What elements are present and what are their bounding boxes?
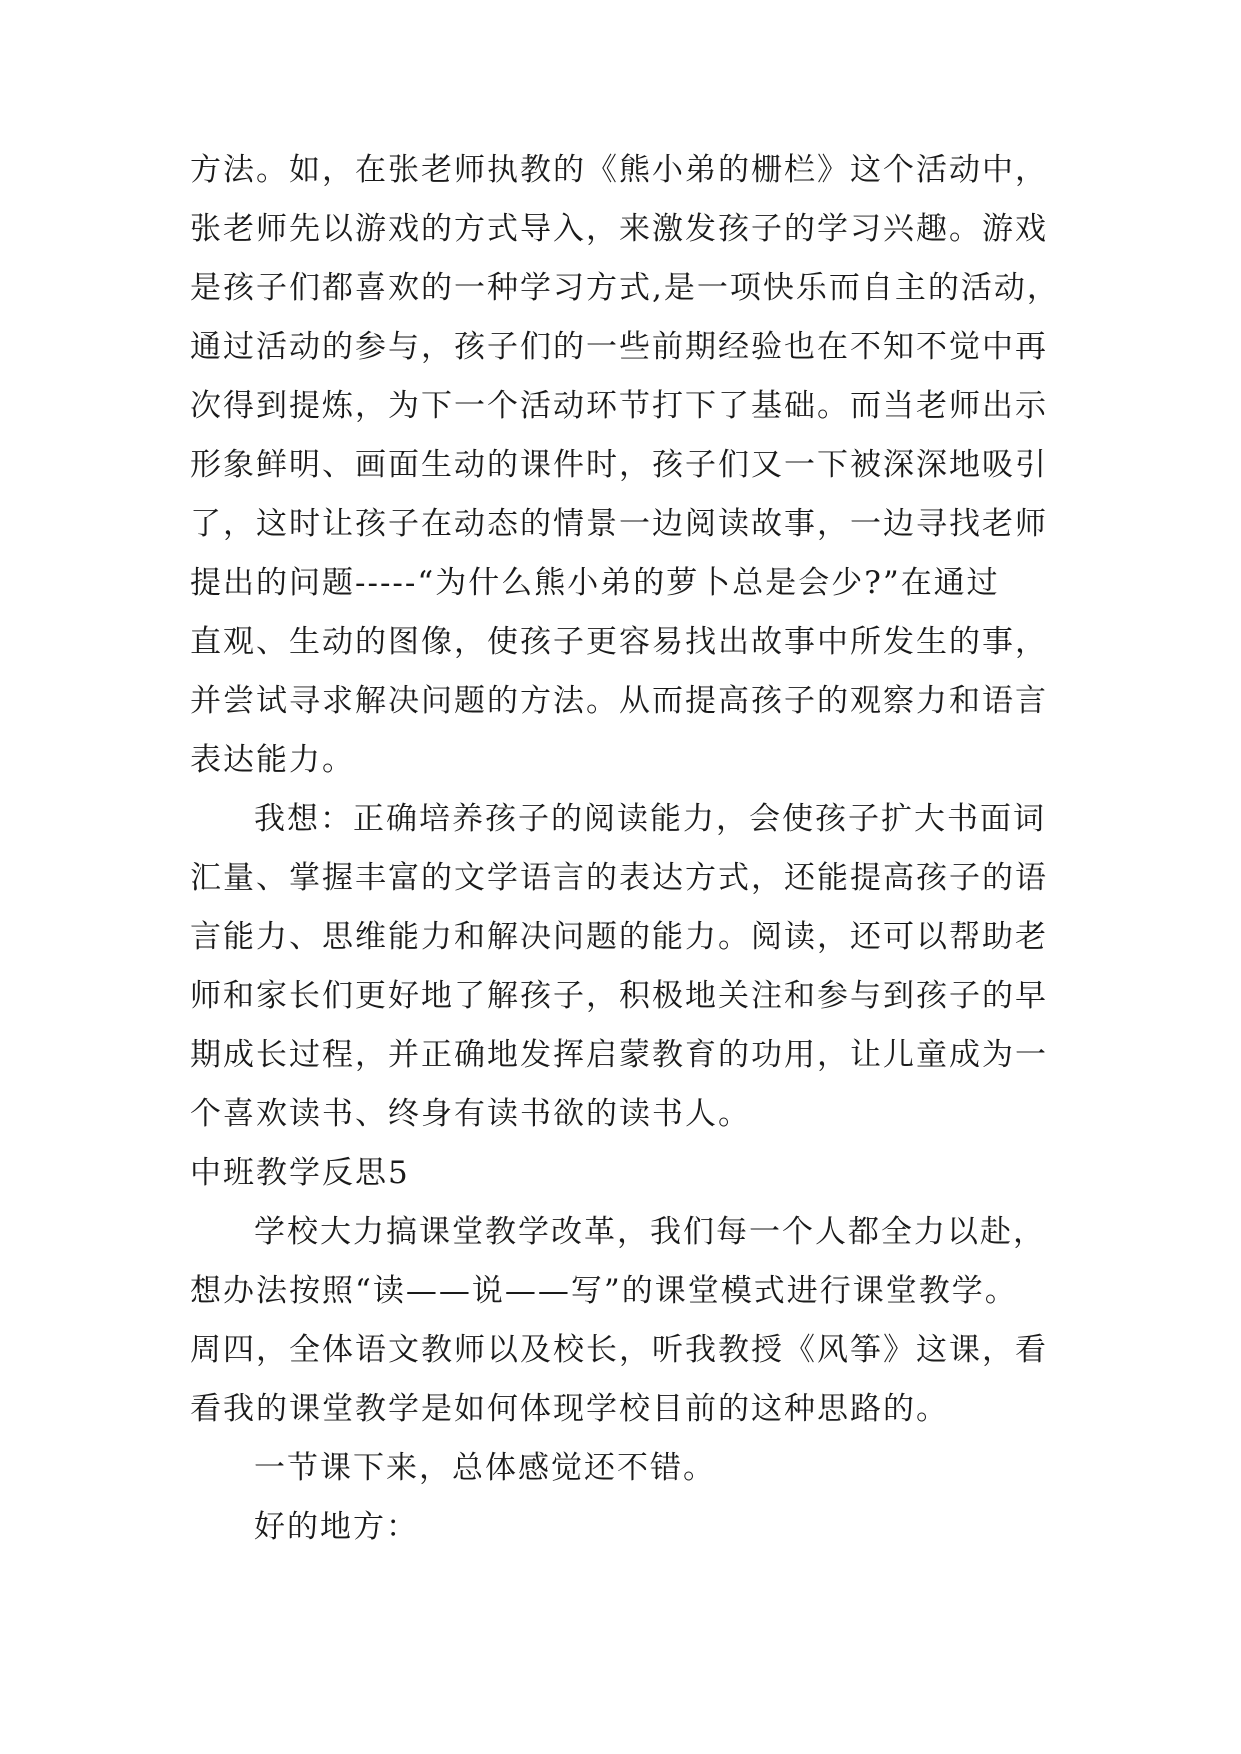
text-line: 期成长过程，并正确地发挥启蒙教育的功用，让儿童成为一	[190, 1037, 1048, 1073]
paragraph-start-line: 我想：正确培养孩子的阅读能力，会使孩子扩大书面词	[254, 801, 1046, 837]
text-line: 是孩子们都喜欢的一种学习方式,是一项快乐而自主的活动，	[190, 270, 1060, 306]
text-line: 想办法按照“读——说——写”的课堂模式进行课堂教学。	[190, 1273, 1018, 1309]
paragraph-start-line: 一节课下来，总体感觉还不错。	[254, 1450, 716, 1486]
text-line: 看我的课堂教学是如何体现学校目前的这种思路的。	[190, 1391, 949, 1427]
text-line: 形象鲜明、画面生动的课件时，孩子们又一下被深深地吸引	[190, 447, 1048, 483]
text-line: 汇量、掌握丰富的文学语言的表达方式，还能提高孩子的语	[190, 860, 1048, 896]
text-line: 表达能力。	[190, 742, 355, 778]
text-line: 周四，全体语文教师以及校长，听我教授《风筝》这课，看	[190, 1332, 1048, 1368]
paragraph-start-line: 好的地方：	[254, 1509, 419, 1545]
text-line: 张老师先以游戏的方式导入，来激发孩子的学习兴趣。游戏	[190, 211, 1048, 247]
text-line: 言能力、思维能力和解决问题的能力。阅读，还可以帮助老	[190, 919, 1048, 955]
text-line: 提出的问题-----“为什么熊小弟的萝卜总是会少?”在通过	[190, 565, 1000, 601]
text-line: 次得到提炼，为下一个活动环节打下了基础。而当老师出示	[190, 388, 1048, 424]
text-line: 师和家长们更好地了解孩子，积极地关注和参与到孩子的早	[190, 978, 1048, 1014]
paragraph-start-line: 学校大力搞课堂教学改革，我们每一个人都全力以赴，	[254, 1214, 1046, 1250]
text-line: 个喜欢读书、终身有读书欲的读书人。	[190, 1096, 751, 1132]
section-heading: 中班教学反思5	[190, 1155, 410, 1191]
text-line: 并尝试寻求解决问题的方法。从而提高孩子的观察力和语言	[190, 683, 1048, 719]
text-line: 了，这时让孩子在动态的情景一边阅读故事，一边寻找老师	[190, 506, 1048, 542]
text-line: 通过活动的参与，孩子们的一些前期经验也在不知不觉中再	[190, 329, 1048, 365]
text-line: 直观、生动的图像，使孩子更容易找出故事中所发生的事，	[190, 624, 1048, 660]
text-line: 方法。如，在张老师执教的《熊小弟的栅栏》这个活动中，	[190, 152, 1048, 188]
